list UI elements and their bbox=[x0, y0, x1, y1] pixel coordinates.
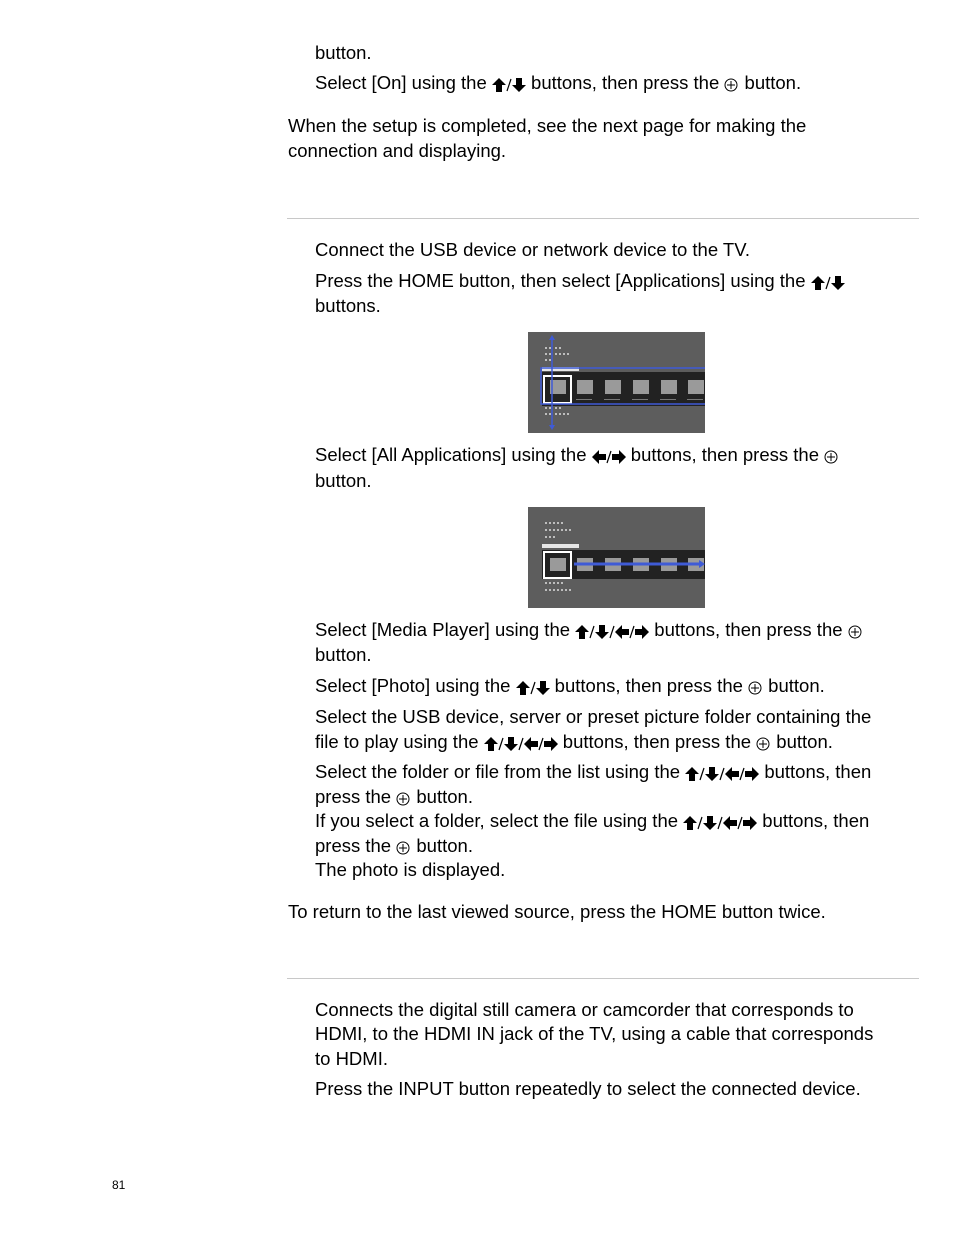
step-text: buttons. bbox=[315, 295, 381, 316]
step-text: file to play using the buttons, then press the button. bbox=[315, 731, 833, 752]
enter-circle-plus-icon bbox=[724, 77, 739, 92]
enter-circle-plus-icon bbox=[756, 736, 771, 751]
step-text: Connect the USB device or network device to the TV. bbox=[315, 239, 750, 260]
four-direction-arrows-icon bbox=[484, 736, 558, 751]
step-text: Select the USB device, server or preset picture folder containing the bbox=[315, 706, 872, 727]
tv-menu-screenshot-applications bbox=[528, 332, 705, 433]
step-text: If you select a folder, select the file using the buttons, then bbox=[315, 810, 870, 831]
four-direction-arrows-icon bbox=[575, 624, 649, 639]
section-divider bbox=[287, 218, 919, 219]
step-text: The photo is displayed. bbox=[315, 859, 506, 880]
step-text: HDMI, to the HDMI IN jack of the TV, using a cable that corresponds bbox=[315, 1023, 874, 1044]
step-text: Select [All Applications] using the buttons, then press the bbox=[315, 442, 839, 467]
step-text: Press the HOME button, then select [Applications] using the bbox=[315, 268, 845, 293]
step-text: press the button. bbox=[315, 786, 473, 807]
section-divider bbox=[287, 978, 919, 979]
enter-circle-plus-icon bbox=[396, 791, 411, 806]
paragraph: To return to the last viewed source, press the HOME button twice. bbox=[288, 901, 826, 922]
tv-menu-screenshot-all-applications bbox=[528, 507, 705, 608]
step-text: to HDMI. bbox=[315, 1048, 388, 1069]
page-number: 81 bbox=[112, 1178, 126, 1192]
step-text: Select the folder or file from the list using the buttons, then bbox=[315, 761, 872, 782]
step-text: Select [Media Player] using the buttons, then press the bbox=[315, 617, 863, 642]
step-text: press the button. bbox=[315, 835, 473, 856]
step-text: Select [On] using the buttons, then press the button. bbox=[315, 72, 802, 93]
step-text: Connects the digital still camera or camcorder that corresponds to bbox=[315, 999, 854, 1020]
up-down-arrows-icon bbox=[516, 680, 550, 695]
enter-circle-plus-icon bbox=[824, 449, 839, 464]
step-text: button. bbox=[315, 470, 372, 491]
left-right-arrows-icon bbox=[592, 449, 626, 464]
paragraph: connection and displaying. bbox=[288, 140, 507, 161]
enter-circle-plus-icon bbox=[848, 624, 863, 639]
step-text: button. bbox=[315, 42, 372, 63]
step-text: Press the INPUT button repeatedly to select the connected device. bbox=[315, 1078, 861, 1099]
up-down-arrows-icon bbox=[811, 275, 845, 290]
paragraph: When the setup is completed, see the next page for making the bbox=[288, 115, 807, 136]
four-direction-arrows-icon bbox=[683, 815, 757, 830]
four-direction-arrows-icon bbox=[685, 766, 759, 781]
step-text: Select [Photo] using the buttons, then press the button. bbox=[315, 675, 825, 696]
step-text: button. bbox=[315, 644, 372, 665]
up-down-arrows-icon bbox=[492, 77, 526, 92]
enter-circle-plus-icon bbox=[748, 680, 763, 695]
enter-circle-plus-icon bbox=[396, 840, 411, 855]
